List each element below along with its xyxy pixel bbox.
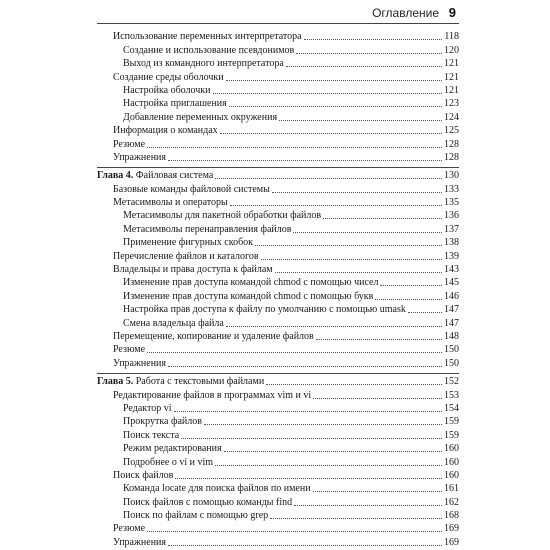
toc-page-number: 160 (444, 456, 459, 468)
toc-entry[interactable] (97, 442, 459, 455)
toc-entry[interactable] (97, 495, 459, 508)
toc-entry[interactable] (97, 455, 459, 468)
page-number: 9 (448, 5, 456, 20)
toc-page-number: 139 (444, 250, 459, 262)
dot-leader (168, 545, 442, 546)
toc-page-number: 150 (444, 344, 459, 356)
dot-leader (230, 205, 442, 206)
toc-entry-title: Метасимволы и операторы (113, 197, 228, 209)
dot-leader (296, 53, 442, 54)
toc-entry-label (113, 537, 166, 549)
dot-leader (204, 424, 442, 425)
toc-entry-title: Изменение прав доступа командой chmod с помощью чисел (123, 277, 379, 289)
toc-entry-label (113, 331, 314, 343)
toc-entry-label (123, 45, 294, 57)
toc-entry[interactable] (97, 522, 459, 535)
toc-entry-label (113, 390, 311, 402)
toc-entry-title: Файловая система (135, 170, 214, 182)
dot-leader (226, 80, 442, 81)
toc-entry-title: Смена владельца файла (123, 317, 224, 329)
dot-leader (313, 491, 442, 492)
toc-entry[interactable] (97, 57, 459, 70)
toc-entry-title: Метасимволы для пакетной обработки файлов (123, 210, 322, 222)
toc-page-number: 137 (444, 223, 459, 235)
toc-entry[interactable] (97, 469, 459, 482)
toc-entry-label (123, 277, 378, 289)
toc-page-number: 121 (444, 71, 459, 83)
toc-entry-title: Команда locate для поиска файлов по имени (123, 483, 311, 495)
toc-entry-label (113, 31, 302, 43)
toc-entry-title: Создание и использование псевдонимов (123, 44, 295, 56)
toc-entry[interactable] (97, 236, 459, 249)
toc-entry-title: Работа с текстовыми файлами (135, 376, 265, 388)
toc-entry-title: Использование переменных интерпретатора (113, 31, 302, 43)
toc-entry[interactable] (97, 330, 459, 343)
toc-entry-title: Настройка приглашения (123, 98, 227, 110)
toc-entry-label (113, 523, 145, 535)
toc-entry[interactable] (97, 249, 459, 262)
toc-entry[interactable] (97, 30, 459, 43)
toc-entry-label (123, 403, 172, 415)
toc-page-number: 138 (444, 237, 459, 249)
toc-entry-title: Поиск по файлам с помощью grep (123, 510, 269, 522)
toc-entry[interactable] (97, 303, 459, 316)
toc-page-number: 145 (444, 277, 459, 289)
toc-entry-label (113, 470, 173, 482)
toc-page-number: 150 (444, 357, 459, 369)
toc-entry[interactable] (97, 415, 459, 428)
toc-entry-label (123, 85, 211, 97)
dot-leader (408, 312, 442, 313)
dot-leader (147, 531, 442, 532)
toc-page-number: 135 (444, 197, 459, 209)
toc-entry[interactable] (97, 209, 459, 222)
dot-leader (266, 384, 442, 385)
toc-entry-title: Изменение прав доступа командой chmod с помощью букв (123, 290, 374, 302)
dot-leader (270, 518, 442, 519)
toc-page-number: 161 (444, 483, 459, 495)
toc-entry-title: Перемещение, копирование и удаление файлов (113, 330, 314, 342)
toc-page-number: 154 (444, 402, 459, 414)
toc-entry-label (97, 170, 213, 182)
toc-entry-label (123, 112, 277, 124)
toc-entry-title: Создание среды оболочки (113, 71, 224, 83)
dot-leader (147, 147, 442, 148)
toc-entry-title: Режим редактирования (123, 443, 222, 455)
toc-entry-label (113, 139, 145, 151)
toc-entry-label (113, 184, 270, 196)
toc-entry[interactable] (97, 70, 459, 83)
toc-page-number: 159 (444, 429, 459, 441)
toc-entry[interactable] (97, 356, 459, 369)
toc-entry-label (113, 344, 145, 356)
dot-leader (215, 178, 442, 179)
toc-entry[interactable] (97, 316, 459, 329)
toc-chapter-entry[interactable] (97, 375, 459, 388)
toc-page-number: 148 (444, 330, 459, 342)
toc-page-number: 152 (444, 376, 459, 388)
toc-page-number: 169 (444, 523, 459, 535)
dot-leader (168, 160, 442, 161)
toc-entry[interactable] (97, 222, 459, 235)
toc-entry-label (123, 457, 213, 469)
dot-leader (215, 465, 442, 466)
toc-entry-title: Прокрутка файлов (123, 416, 202, 428)
toc-entry[interactable] (97, 402, 459, 415)
toc-entry-title: Применение фигурных скобок (123, 237, 254, 249)
toc-entry-title: Подробнее о vi и vim (123, 456, 214, 468)
toc-page-number: 120 (444, 44, 459, 56)
toc-entry-label (123, 224, 291, 236)
dot-leader (213, 93, 442, 94)
dot-leader (175, 478, 442, 479)
dot-leader (375, 299, 442, 300)
toc-entry-label (113, 251, 259, 263)
toc-entry-title: Метасимволы перенаправления файлов (123, 223, 292, 235)
toc-entry[interactable] (97, 509, 459, 522)
running-header (97, 0, 459, 24)
toc-page-number: 136 (444, 210, 459, 222)
toc-page-number: 147 (444, 304, 459, 316)
dot-leader (226, 326, 442, 327)
dot-leader (275, 272, 442, 273)
toc-entry[interactable] (97, 124, 459, 137)
toc-entry[interactable] (97, 97, 459, 110)
toc-page-number: 168 (444, 510, 459, 522)
toc-entry-title: Поиск файлов (113, 469, 174, 481)
dot-leader (294, 505, 442, 506)
toc-entry[interactable] (97, 535, 459, 548)
toc-entry[interactable] (97, 482, 459, 495)
toc-entry-title: Поиск текста (123, 429, 180, 441)
toc-page-number: 121 (444, 84, 459, 96)
dot-leader (224, 451, 442, 452)
dot-leader (229, 106, 442, 107)
toc-entry-title: Резюме (113, 344, 146, 356)
toc-entry[interactable] (97, 137, 459, 150)
toc-entry[interactable] (97, 110, 459, 123)
dot-leader (261, 259, 442, 260)
toc-entry-title: Упражнения (113, 151, 166, 163)
toc-entry-title: Выход из командного интерпретатора (123, 58, 284, 70)
dot-leader (174, 411, 442, 412)
toc-entry[interactable] (97, 343, 459, 356)
toc-entry[interactable] (97, 276, 459, 289)
toc-page-number: 147 (444, 317, 459, 329)
toc-entry-label (123, 237, 253, 249)
chapter-number: Глава 5. (97, 376, 134, 388)
toc-entry-label (123, 304, 406, 316)
toc-entry[interactable] (97, 182, 459, 195)
header-title: Оглавление (372, 6, 439, 20)
dot-leader (168, 366, 442, 367)
toc-entry-label (113, 72, 224, 84)
toc-entry-label (123, 291, 373, 303)
toc-entry-label (113, 197, 228, 209)
toc-entry-title: Редактор vi (123, 402, 172, 414)
toc-page-number: 124 (444, 111, 459, 123)
toc-entry[interactable] (97, 263, 459, 276)
dot-leader (316, 339, 442, 340)
toc-entry-title: Перечисление файлов и каталогов (113, 250, 259, 262)
toc-entry-label (123, 483, 311, 495)
toc-page-number: 162 (444, 496, 459, 508)
toc-entry-label (97, 376, 264, 388)
toc-entry[interactable] (97, 388, 459, 401)
dot-leader (147, 352, 442, 353)
toc-page-number: 146 (444, 290, 459, 302)
toc-page-number: 121 (444, 58, 459, 70)
toc-entry-title: Добавление переменных окружения (123, 111, 278, 123)
dot-leader (293, 232, 442, 233)
toc-page-number: 118 (444, 31, 459, 43)
toc-entry-label (123, 318, 224, 330)
toc-entry[interactable] (97, 428, 459, 441)
toc-entry[interactable] (97, 196, 459, 209)
toc-entry-title: Поиск файлов с помощью команды find (123, 496, 293, 508)
toc-entry-title: Упражнения (113, 536, 166, 548)
dot-leader (380, 285, 442, 286)
dot-leader (323, 218, 442, 219)
dot-leader (181, 438, 442, 439)
dot-leader (304, 39, 443, 40)
toc-entry-label (123, 497, 292, 509)
toc-page-number: 133 (444, 183, 459, 195)
toc-entry-title: Редактирование файлов в программах vim и vi (113, 389, 312, 401)
toc-entry-label (113, 358, 166, 370)
toc-entry[interactable] (97, 43, 459, 56)
toc-entry[interactable] (97, 84, 459, 97)
toc-entry-label (123, 58, 284, 70)
toc-entry[interactable] (97, 289, 459, 302)
toc-page-number: 128 (444, 138, 459, 150)
toc-page-number: 123 (444, 98, 459, 110)
toc-entry-title: Настройка оболочки (123, 84, 211, 96)
toc-entry-label (123, 430, 179, 442)
toc-entry-label (113, 264, 273, 276)
dot-leader (272, 192, 442, 193)
toc-entry-title: Резюме (113, 523, 146, 535)
toc-page-number: 160 (444, 443, 459, 455)
toc-entry-label (113, 125, 218, 137)
toc-entry-label (123, 510, 268, 522)
toc-page-number: 169 (444, 536, 459, 548)
toc-page-number: 153 (444, 389, 459, 401)
table-of-contents (97, 30, 459, 549)
toc-entry-title: Владельцы и права доступа к файлам (113, 264, 273, 276)
toc-entry-label (113, 152, 166, 164)
toc-chapter-entry[interactable] (97, 169, 459, 182)
toc-page-number: 159 (444, 416, 459, 428)
toc-entry-label (123, 210, 321, 222)
dot-leader (313, 398, 442, 399)
toc-entry[interactable] (97, 151, 459, 164)
toc-page-number: 130 (444, 170, 459, 182)
dot-leader (220, 133, 442, 134)
toc-entry-label (123, 416, 202, 428)
toc-entry-title: Базовые команды файловой системы (113, 183, 270, 195)
toc-entry-title: Резюме (113, 138, 146, 150)
toc-entry-label (123, 98, 227, 110)
toc-page-number: 128 (444, 151, 459, 163)
dot-leader (255, 245, 442, 246)
toc-page-number: 143 (444, 264, 459, 276)
toc-entry-label (123, 443, 222, 455)
dot-leader (286, 66, 442, 67)
chapter-number: Глава 4. (97, 170, 134, 182)
toc-page-number: 125 (444, 125, 459, 137)
dot-leader (279, 120, 442, 121)
toc-page-number: 160 (444, 469, 459, 481)
toc-entry-title: Упражнения (113, 357, 166, 369)
toc-entry-title: Настройка прав доступа к файлу по умолчанию с помощью umask (123, 304, 406, 316)
toc-entry-title: Информация о командах (113, 125, 218, 137)
